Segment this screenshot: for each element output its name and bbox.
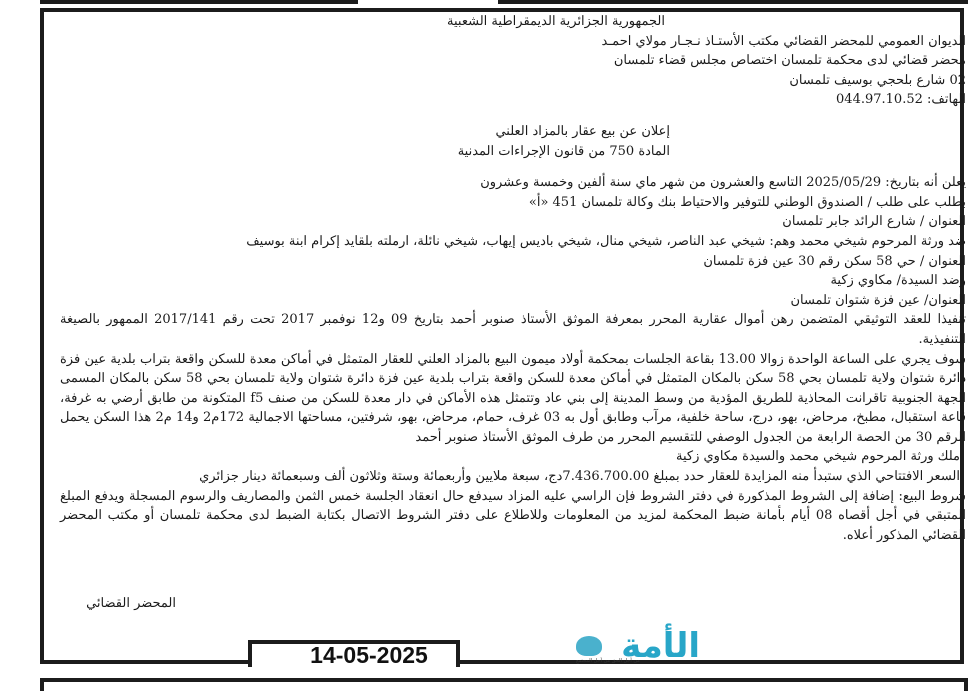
second-defendant-address-line: العنوان/ عين فزة شتوان تلمسان <box>790 292 966 308</box>
defendants-address-line: العنوان / حي 58 سكن رقم 30 عين فزة تلمسان <box>703 253 966 269</box>
office-line: الديوان العمومي للمحضر القضائي مكتب الأستـاذ نـجـار مولاي احمـد <box>601 33 966 49</box>
publication-date: 14-05-2025 <box>310 642 428 668</box>
plaintiff-address-line: العنوان / شارع الرائد جابر تلمسان <box>782 214 966 230</box>
logo-tagline: من أجل الحق من أجل المجتمع <box>576 658 640 664</box>
notice-title: إعلان عن بيع عقار بالمزاد العلني <box>495 123 670 139</box>
notice-content <box>60 12 970 545</box>
phone-line: الهاتف: 044.97.10.52 <box>836 92 966 108</box>
top-rule-gap <box>358 0 498 4</box>
bottom-rule <box>40 678 968 691</box>
address-line: 02 شارع بلحجي بوسيف تلمسان <box>789 72 966 88</box>
bailiff-signature-label: المحضر القضائي <box>86 596 176 611</box>
court-line: محضر قضائي لدى محكمة تلمسان اختصاص مجلس قضاء تلمسان <box>613 53 966 69</box>
announcement-date-line: يعلن أنه بتاريخ: 2025/05/29 التاسع والعشرون من شهر ماي سنة ألفين وخمسة وعشرون <box>480 175 966 191</box>
ownership-line: ملك ورثة المرحوم شيخي محمد والسيدة مكاوي زكية <box>675 449 960 465</box>
sale-conditions-paragraph: شروط البيع: إضافة إلى الشروط المذكورة في دفتر الشروط فإن الراسي عليه المزاد سيدفع حال انعقاد الجلسة خمس الثمن والمصاريف والرسوم المسجلة ويدفع المبلغ المتبقي في أجل أقصاه 08 أيام بأمانة ضبط المحكمة لمزيد من المعلومات وللاطلاع على دفتر الشروط الاتصال بكتابة الضبط لدى محكمة تلمسان أو مكتب المحضر القضائي المذكور أعلاه. <box>60 488 966 543</box>
property-paragraph: سوف يجري على الساعة الواحدة زوالا 13.00 بقاعة الجلسات بمحكمة أولاد ميمون البيع بالمزاد العلني للعقار المتمثل في أماكن معدة للسكن واقعة بتراب بلدية عين فزة دائرة شتوان ولاية تلمسان بحي 58 سكن بالمكان المتمثل في أماكن معدة للسكن واقعة بتراب بلدية عين فزة دائرة شتوان ولاية تلمسان بحي 58 سكن بالمكان المسمى الجهة الجنوبية تاقرانت المحاذية للطريق المؤدية من وسط المدينة إلى بني عاد وتتمثل هذه الأماكن في دار معدة للسكن من صنف f5 المتكونة من طابق أرضي به غرفة، قاعة استقبال، مطبخ، مرحاض، بهو، درج، ساحة خلفية، مرآب وطابق أول به 03 غرف، حمام، مرحاض، بهو، شرفتين، مساحتها الاجمالية 172م2 و14 م2 هذا السكن يحمل الرقم 30 من الحصة الرابعة من الجدول الوصفي للتقسيم المحرر من طرف الموثق الأستاذ صنوبر أحمد <box>60 351 966 445</box>
top-rule <box>40 0 968 4</box>
opening-price-line: السعر الافتتاحي الذي ستبدأ منه المزايدة للعقار حدد بمبلغ 7.436.700.00دج، سبعة ملايين وأربعمائة وستة وثلاثون ألف وسبعمائة دينار جزائري <box>199 469 960 485</box>
newspaper-logo <box>574 628 706 668</box>
plaintiff-line: بطلب على طلب / الصندوق الوطني للتوفير والاحتياط بنك وكالة تلمسان 451 «أ» <box>528 194 966 210</box>
enforcement-paragraph: تنفيذا للعقد التوثيقي المتضمن رهن أموال عقارية المحرر بمعرفة الموثق الأستاذ صنوبر أحمد بتاريخ 09 و12 نوفمبر 2017 تحت رقم 2017/141 الممهور بالصيغة التنفيذية. <box>60 312 966 347</box>
logo-wordmark: الأمة <box>621 626 700 666</box>
notice-subtitle: المادة 750 من قانون الإجراءات المدنية <box>457 143 670 159</box>
republic-line: الجمهورية الجزائرية الديمقراطية الشعبية <box>447 14 665 29</box>
second-defendant-line: وضد السيدة/ مكاوي زكية <box>830 273 966 289</box>
logo-swoosh-icon <box>576 636 602 656</box>
defendants-line: ضد ورثة المرحوم شيخي محمد وهم: شيخي عبد الناصر، شيخي منال، شيخي باديس إيهاب، شيخي نائلة، ارملته بلقايد إكرام ابنة بوسيف <box>246 233 966 249</box>
